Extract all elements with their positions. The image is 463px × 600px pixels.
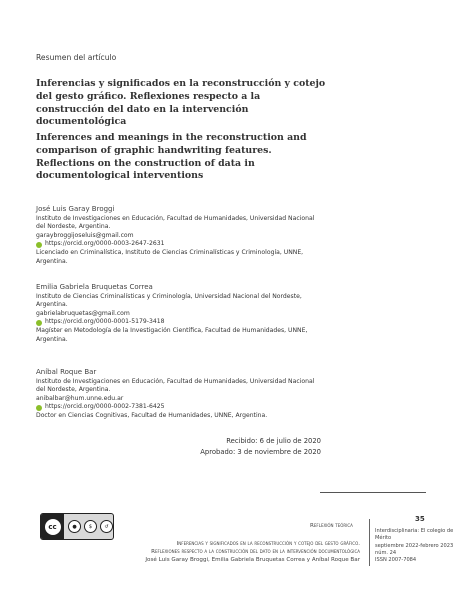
author-email[interactable]: garaybroggijoseluis@gmail.com [36, 231, 134, 239]
article-title-spanish: Inferencias y significados en la reconstrucción y cotejo del gesto gráfico. Reflexiones respecto a la construcción del dato en la intervención documentológica [36, 78, 326, 128]
footer-line: Reflexiones respecto a la construcción del dato en la intervención documentológica [151, 549, 360, 556]
orcid-icon [36, 242, 42, 248]
author-block [36, 368, 321, 421]
sa-icon: ↺ [100, 520, 113, 533]
author-degree: Magíster en Metodología de la Investigación Científica, Facultad de Humanidades, UNNE, Argentina. [36, 326, 308, 343]
author-affiliation: Instituto de Ciencias Criminalísticas y Criminología, Universidad Nacional del Nordeste, Argentina. [36, 292, 302, 309]
footer-line: Inferencias y significados en la reconstrucción y cotejo del gesto gráfico. [176, 541, 360, 547]
footer-authors: José Luis Garay Broggi, Emilia Gabriela Bruquetas Correa y Aníbal Roque Bar [145, 557, 360, 564]
author-degree: Licenciado en Criminalística, Instituto de Ciencias Criminalísticas y Criminología, UNNE, Argentina. [36, 248, 304, 265]
cc-icon: cc [41, 514, 64, 539]
author-degree: Doctor en Ciencias Cognitivas, Facultad de Humanidades, UNNE, Argentina. [36, 411, 268, 419]
section-type: Reflexión teórica [310, 523, 353, 529]
journal-line: núm. 24 [375, 549, 397, 556]
orcid-icon [36, 405, 42, 411]
author-block [36, 205, 321, 266]
license-icons [64, 520, 113, 533]
author-affiliation: Instituto de Investigaciones en Educación, Facultad de Humanidades, Universidad Nacional del Nordeste, Argentina. [36, 377, 315, 394]
author-block [36, 283, 321, 344]
running-footer [145, 540, 360, 564]
cc-license-badge[interactable] [40, 513, 114, 540]
author-affiliation: Instituto de Investigaciones en Educación, Facultad de Humanidades, Universidad Nacional del Nordeste, Argentina. [36, 214, 315, 231]
article-title-english: Inferences and meanings in the reconstruction and comparison of graphic handwriting features. Reflections on the construction of data in documentological interventions [36, 132, 307, 182]
orcid-link[interactable]: https://orcid.org/0000-0002-7381-6425 [45, 403, 165, 411]
journal-line: Interdisciplinaria: El colegio de Mérito [375, 528, 454, 542]
orcid-icon [36, 320, 42, 326]
author-name: Aníbal Roque Bar [36, 368, 97, 376]
approved-date: Aprobado: 3 de noviembre de 2020 [200, 448, 321, 456]
orcid-line[interactable] [36, 240, 321, 249]
orcid-line[interactable] [36, 318, 321, 327]
divider [320, 492, 426, 493]
journal-info [375, 528, 457, 564]
footer-separator [369, 519, 370, 566]
journal-line: ISSN 2007-7084 [375, 557, 417, 564]
received-date: Recibido: 6 de julio de 2020 [226, 437, 321, 445]
section-label: Resumen del artículo [36, 53, 117, 62]
page-number: 35 [415, 515, 425, 523]
author-email[interactable]: anibalbar@hum.unne.edu.ar [36, 394, 124, 402]
by-icon: ● [68, 520, 81, 533]
author-name: José Luis Garay Broggi [36, 205, 115, 213]
orcid-line[interactable] [36, 403, 321, 412]
author-email[interactable]: gabrielabruquetas@gmail.com [36, 309, 130, 317]
publication-dates [200, 436, 321, 458]
orcid-link[interactable]: https://orcid.org/0000-0003-2647-2631 [45, 240, 165, 248]
author-name: Emilia Gabriela Bruquetas Correa [36, 283, 153, 291]
nc-icon: $ [84, 520, 97, 533]
journal-line: septiembre 2022-febrero 2023 [375, 542, 454, 549]
orcid-link[interactable]: https://orcid.org/0000-0001-5179-3418 [45, 318, 165, 326]
